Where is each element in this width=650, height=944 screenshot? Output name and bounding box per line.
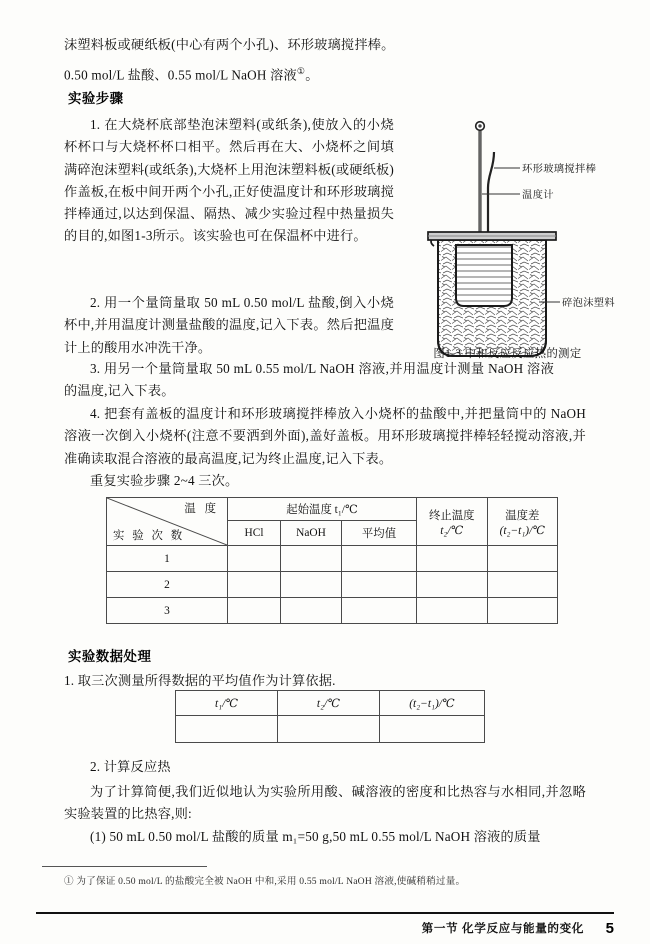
- cell-hcl-2[interactable]: [228, 572, 281, 598]
- calorimeter-diagram-svg: [408, 112, 604, 370]
- paragraph-data-2-item-1: (1) 50 mL 0.50 mol/L 盐酸的质量 m₁=50 g,50 mL 0.55 mol/L NaOH 溶液的质量: [90, 829, 541, 844]
- cell-hcl-3[interactable]: [228, 598, 281, 624]
- header-t-diff: (t₂−t₁)/℃: [379, 691, 484, 716]
- table-row: [107, 572, 558, 598]
- cell-avg-3[interactable]: [342, 598, 417, 624]
- table-row: [107, 598, 558, 624]
- header-t2: t₂/℃: [277, 691, 379, 716]
- cell-final-1[interactable]: [417, 546, 488, 572]
- header-diff-line-1: 温度差: [505, 509, 540, 522]
- paragraph-step-3: 3. 用另一个量筒量取 50 mL 0.55 mol/L NaOH 溶液,并用温度计测量 NaOH 溶液的温度,记入下表。: [64, 361, 554, 399]
- cell-naoh-1[interactable]: [281, 546, 342, 572]
- paragraph-step-4: 4. 把套有盖板的温度计和环形玻璃搅拌棒放入小烧杯的盐酸中,并把量筒中的 NaOH 溶液一次倒入小烧杯(注意不要洒到外面),盖好盖板。用环形玻璃搅拌棒轻轻搅动溶液,并准确读取混合溶液的最高温度,记为终止温度,记入下表。: [64, 406, 586, 466]
- temperature-record-table: [106, 497, 558, 624]
- paragraph-data-2-title: 2. 计算反应热: [90, 759, 171, 774]
- footer-section-title: 第一节 化学反应与能量的变化: [421, 922, 584, 935]
- figure-label-stirrer: 环形玻璃搅拌棒: [522, 164, 597, 175]
- cell-hcl-1[interactable]: [228, 546, 281, 572]
- average-values-table: [175, 690, 485, 743]
- cell-diff-2[interactable]: [487, 572, 557, 598]
- header-diff-line-2: (t₂−t₁)/℃: [499, 524, 546, 537]
- paragraph-materials: 沫塑料板或硬纸板(中心有两个小孔)、环形玻璃搅拌棒。: [64, 37, 395, 52]
- reagents-punct: 。: [305, 67, 319, 83]
- row-label-2: 2: [107, 572, 228, 598]
- table-corner-header: [107, 498, 228, 546]
- table-row: [176, 716, 485, 743]
- header-t1: t₁/℃: [176, 691, 278, 716]
- header-temperature-difference: [487, 498, 557, 546]
- row-label-3: 3: [107, 598, 228, 624]
- footnote-marker: ①: [296, 66, 306, 76]
- table-header-row-1: [107, 498, 558, 521]
- lid-board-graphic: [428, 232, 556, 240]
- cell-naoh-3[interactable]: [281, 598, 342, 624]
- figure-caption: 图1-3 中和反应反应热的测定: [433, 348, 582, 360]
- cell-tdiff-value[interactable]: [379, 716, 484, 743]
- cell-final-3[interactable]: [417, 598, 488, 624]
- heading-data-processing: 实验数据处理: [68, 649, 152, 664]
- table-row: [107, 546, 558, 572]
- header-initial-temperature: 起始温度 t₁/℃: [228, 498, 417, 521]
- paragraph-repeat-steps: 重复实验步骤 2~4 三次。: [90, 473, 239, 488]
- heading-experiment-steps: 实验步骤: [68, 91, 124, 106]
- cell-diff-3[interactable]: [487, 598, 557, 624]
- row-label-1: 1: [107, 546, 228, 572]
- footnote-divider: [42, 866, 207, 867]
- paragraph-step-1: 1. 在大烧杯底部垫泡沫塑料(或纸条),使放入的小烧杯杯口与大烧杯杯口相平。然后再在大、小烧杯之间填满碎泡沫塑料(或纸条),大烧杯上用泡沫塑料板(或硬纸板)作盖板,在板中间开两个小孔,正好使温度计和环形玻璃搅拌棒通过,以达到保温、隔热、减少实验过程中热量损失的目的,如图1-3所示。该实验也可在保温杯中进行。: [64, 117, 394, 244]
- paragraph-data-1: 1. 取三次测量所得数据的平均值作为计算依据.: [64, 673, 336, 688]
- paragraph-step-2: 2. 用一个量筒量取 50 mL 0.50 mol/L 盐酸,倒入小烧杯中,并用温度计测量盐酸的温度,记入下表。然后把温度计上的酸用水冲洗干净。: [64, 295, 394, 355]
- subheader-naoh: NaOH: [281, 521, 342, 546]
- calorimeter-figure: [408, 112, 615, 370]
- footnote-text: ① 为了保证 0.50 mol/L 的盐酸完全被 NaOH 中和,采用 0.55 mol/L NaOH 溶液,使碱稍稍过量。: [64, 876, 466, 887]
- reagents-text: 0.50 mol/L 盐酸、0.55 mol/L NaOH 溶液: [64, 67, 297, 83]
- table-header-row: [176, 691, 485, 716]
- cell-diff-1[interactable]: [487, 546, 557, 572]
- corner-label-temperature: 温 度: [184, 503, 219, 515]
- paragraph-reagents: [64, 60, 554, 87]
- figure-label-thermometer: 温度计: [522, 190, 554, 201]
- page-number: 5: [605, 919, 614, 937]
- subheader-average: 平均值: [342, 521, 417, 546]
- page-footer: [36, 916, 614, 940]
- footer-divider: [36, 912, 614, 914]
- inner-beaker-graphic: [456, 245, 512, 306]
- header-final-temperature: [417, 498, 488, 546]
- cell-final-2[interactable]: [417, 572, 488, 598]
- cell-t1-value[interactable]: [176, 716, 278, 743]
- cell-naoh-2[interactable]: [281, 572, 342, 598]
- cell-avg-1[interactable]: [342, 546, 417, 572]
- cell-t2-value[interactable]: [277, 716, 379, 743]
- cell-avg-2[interactable]: [342, 572, 417, 598]
- subheader-hcl: HCl: [228, 521, 281, 546]
- paragraph-data-2-body: 为了计算简便,我们近似地认为实验所用酸、碱溶液的密度和比热容与水相同,并忽略实验装置的比热容,则:: [64, 784, 586, 822]
- header-final-line-1: 终止温度: [429, 509, 475, 522]
- figure-label-foam: 碎泡沫塑料: [562, 298, 615, 309]
- corner-label-trial: 实 验 次 数: [113, 530, 185, 542]
- header-final-line-2: t₂/℃: [440, 524, 464, 537]
